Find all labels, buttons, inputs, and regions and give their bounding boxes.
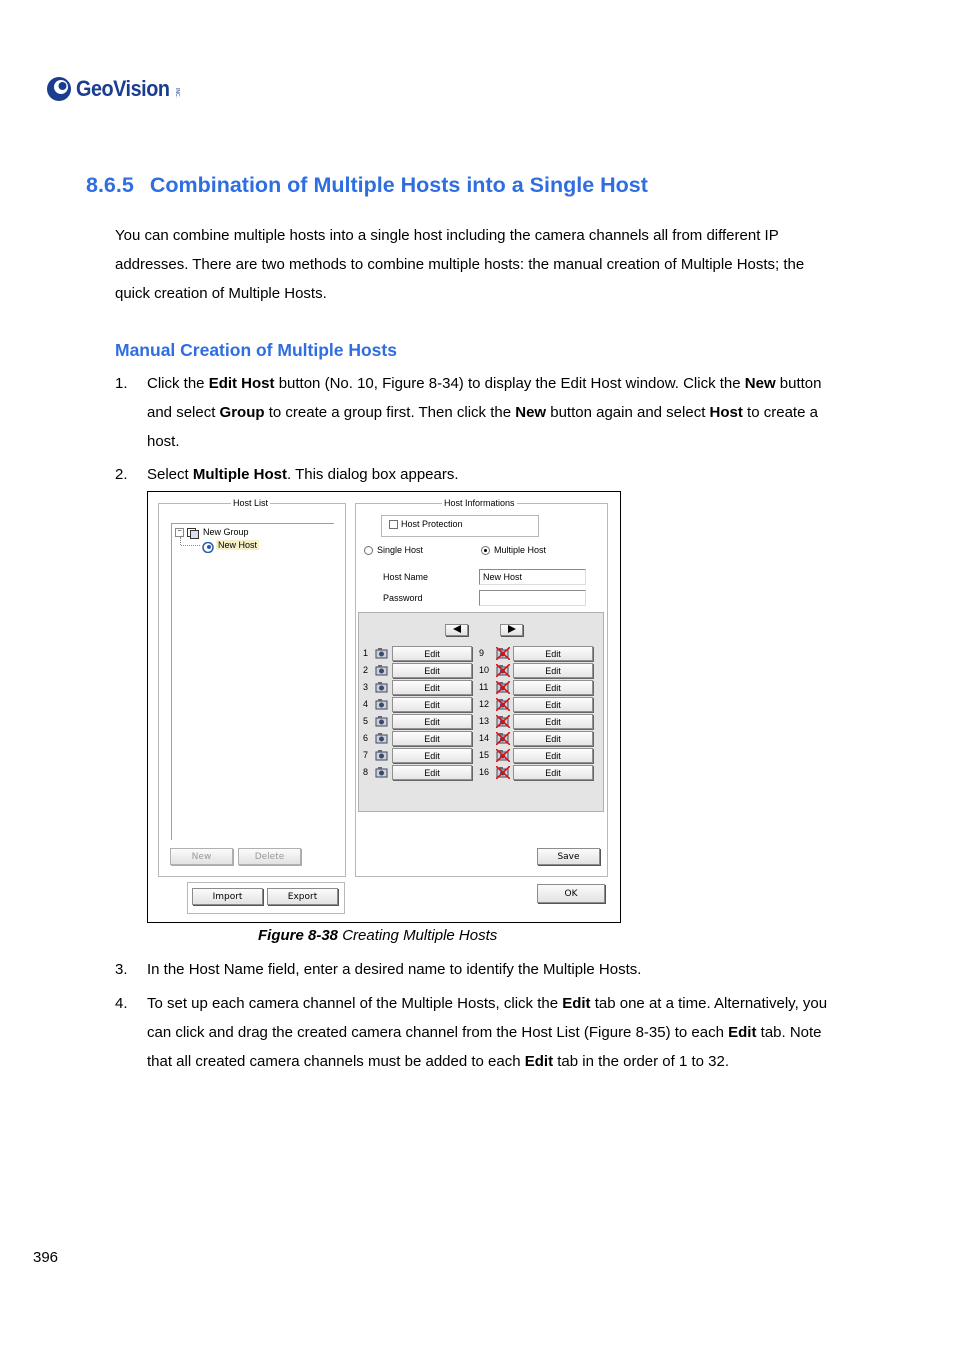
tree-collapse-icon[interactable]: − xyxy=(175,528,184,537)
channel-number: 5 xyxy=(363,716,369,726)
step-number: 4. xyxy=(115,995,128,1012)
arrow-right-icon xyxy=(506,625,518,633)
channel-row xyxy=(363,764,472,780)
camera-disabled-icon xyxy=(496,766,510,779)
channel-edit-button[interactable]: Edit xyxy=(392,680,472,695)
step-4 xyxy=(115,990,837,1076)
section-title: Combination of Multiple Hosts into a Single Host xyxy=(149,173,648,197)
next-page-button[interactable] xyxy=(500,624,523,636)
tree-host-label[interactable]: New Host xyxy=(218,540,258,550)
camera-icon xyxy=(375,681,389,694)
camera-disabled-icon xyxy=(496,681,510,694)
camera-icon xyxy=(375,749,389,762)
camera-disabled-icon xyxy=(496,664,510,677)
password-input[interactable] xyxy=(479,590,586,606)
channel-number: 4 xyxy=(363,699,369,709)
channel-number: 9 xyxy=(479,648,485,658)
channel-edit-button[interactable]: Edit xyxy=(513,663,593,678)
channel-number: 8 xyxy=(363,767,369,777)
channel-row xyxy=(363,747,472,763)
channel-row xyxy=(363,679,472,695)
channel-row xyxy=(479,662,593,678)
step-2 xyxy=(115,461,837,490)
step-text: Click the Edit Host button (No. 10, Figure 8-34) to display the Edit Host window. Click the New button and select Group to create a group first. Then click the New button again and select Host to create a host. xyxy=(147,375,822,450)
channel-row xyxy=(479,696,593,712)
step-text: In the Host Name field, enter a desired name to identify the Multiple Hosts. xyxy=(147,961,642,978)
step-number: 3. xyxy=(115,961,128,978)
host-info-title: Host Informations xyxy=(444,498,515,508)
step-text: To set up each camera channel of the Multiple Hosts, click the Edit tab one at a time. Alternatively, you can click and drag the created camera channel from the Host List (Figure 8-35) to each Edit tab. Note that all created camera channels must be added to each Edit tab in the order of 1 to 32. xyxy=(147,995,828,1070)
import-button[interactable]: Import xyxy=(192,888,263,905)
step-number: 2. xyxy=(115,466,128,483)
host-name-label: Host Name xyxy=(383,572,429,582)
geovision-logo xyxy=(46,76,180,102)
new-button[interactable]: New xyxy=(170,848,233,865)
geovision-logo-mark-icon xyxy=(46,76,72,102)
channel-number: 10 xyxy=(479,665,490,675)
channel-edit-button[interactable]: Edit xyxy=(392,646,472,661)
channel-row xyxy=(479,764,593,780)
camera-icon xyxy=(375,664,389,677)
channel-number: 11 xyxy=(479,682,489,692)
camera-icon xyxy=(375,766,389,779)
brand-name: GeoVision xyxy=(76,76,170,101)
intro-paragraph: You can combine multiple hosts into a single host including the camera channels all from different IP addresses. There are two methods to combine multiple hosts: the manual creation of Multiple Hosts; the quick creation of Multiple Hosts. xyxy=(115,227,805,302)
channel-edit-button[interactable]: Edit xyxy=(392,714,472,729)
channel-number: 7 xyxy=(363,750,369,760)
section-number: 8.6.5 xyxy=(86,173,134,197)
channel-edit-button[interactable]: Edit xyxy=(392,697,472,712)
channel-row xyxy=(363,713,472,729)
channel-row xyxy=(363,696,472,712)
channel-edit-button[interactable]: Edit xyxy=(513,714,593,729)
channel-number: 13 xyxy=(479,716,490,726)
channel-number: 12 xyxy=(479,699,490,709)
channel-row xyxy=(363,662,472,678)
figure-caption xyxy=(258,927,497,944)
camera-icon xyxy=(375,715,389,728)
channel-edit-button[interactable]: Edit xyxy=(513,646,593,661)
figure-label: Figure 8-38 xyxy=(258,927,339,944)
tree-line xyxy=(180,537,182,545)
camera-disabled-icon xyxy=(496,732,510,745)
host-list-title: Host List xyxy=(233,498,269,508)
camera-disabled-icon xyxy=(496,647,510,660)
step-number: 1. xyxy=(115,375,128,392)
channel-edit-button[interactable]: Edit xyxy=(392,748,472,763)
channel-row xyxy=(479,747,593,763)
channel-number: 16 xyxy=(479,767,490,777)
page-number: 396 xyxy=(33,1249,59,1266)
host-name-input[interactable]: New Host xyxy=(479,569,586,585)
camera-icon xyxy=(375,732,389,745)
camera-disabled-icon xyxy=(496,698,510,711)
channel-edit-button[interactable]: Edit xyxy=(392,731,472,746)
single-host-label: Single Host xyxy=(377,545,424,555)
single-host-radio[interactable] xyxy=(364,546,373,555)
channel-row xyxy=(479,645,593,661)
step-text: Select Multiple Host. This dialog box appears. xyxy=(147,466,459,483)
password-label: Password xyxy=(383,593,423,603)
delete-button[interactable]: Delete xyxy=(238,848,301,865)
channel-edit-button[interactable]: Edit xyxy=(513,680,593,695)
channel-edit-button[interactable]: Edit xyxy=(513,697,593,712)
host-protection-checkbox[interactable] xyxy=(389,520,398,529)
channel-number: 2 xyxy=(363,665,369,675)
host-protection-label: Host Protection xyxy=(401,519,463,529)
step-3 xyxy=(115,956,837,985)
channel-grid xyxy=(358,612,604,812)
channel-row xyxy=(479,730,593,746)
ok-button[interactable]: OK xyxy=(537,884,605,903)
channel-number: 1 xyxy=(363,648,369,658)
brand-tm: INC. xyxy=(173,88,180,98)
host-icon xyxy=(202,540,214,551)
host-tree[interactable] xyxy=(171,523,334,840)
channel-edit-button[interactable]: Edit xyxy=(513,748,593,763)
camera-disabled-icon xyxy=(496,715,510,728)
channel-number: 14 xyxy=(479,733,490,743)
group-icon xyxy=(187,526,199,537)
camera-disabled-icon xyxy=(496,749,510,762)
save-button[interactable]: Save xyxy=(537,848,600,865)
step-1 xyxy=(115,370,837,456)
channel-number: 3 xyxy=(363,682,369,692)
channel-row xyxy=(479,679,593,695)
tree-group-label[interactable]: New Group xyxy=(203,527,249,537)
multiple-host-label: Multiple Host xyxy=(494,545,547,555)
channel-row xyxy=(363,730,472,746)
channel-number: 6 xyxy=(363,733,369,743)
channel-edit-button[interactable]: Edit xyxy=(392,663,472,678)
prev-page-button[interactable] xyxy=(445,624,468,636)
arrow-left-icon xyxy=(451,625,463,633)
channel-edit-button[interactable]: Edit xyxy=(513,731,593,746)
multiple-host-radio[interactable] xyxy=(481,546,490,555)
figure-text: Creating Multiple Hosts xyxy=(338,927,498,944)
tree-line xyxy=(181,545,200,546)
subheading: Manual Creation of Multiple Hosts xyxy=(115,340,397,360)
section-heading xyxy=(86,173,648,198)
camera-icon xyxy=(375,698,389,711)
channel-number: 15 xyxy=(479,750,490,760)
channel-edit-button[interactable]: Edit xyxy=(392,765,472,780)
channel-row xyxy=(479,713,593,729)
camera-icon xyxy=(375,647,389,660)
channel-edit-button[interactable]: Edit xyxy=(513,765,593,780)
channel-row xyxy=(363,645,472,661)
export-button[interactable]: Export xyxy=(267,888,338,905)
